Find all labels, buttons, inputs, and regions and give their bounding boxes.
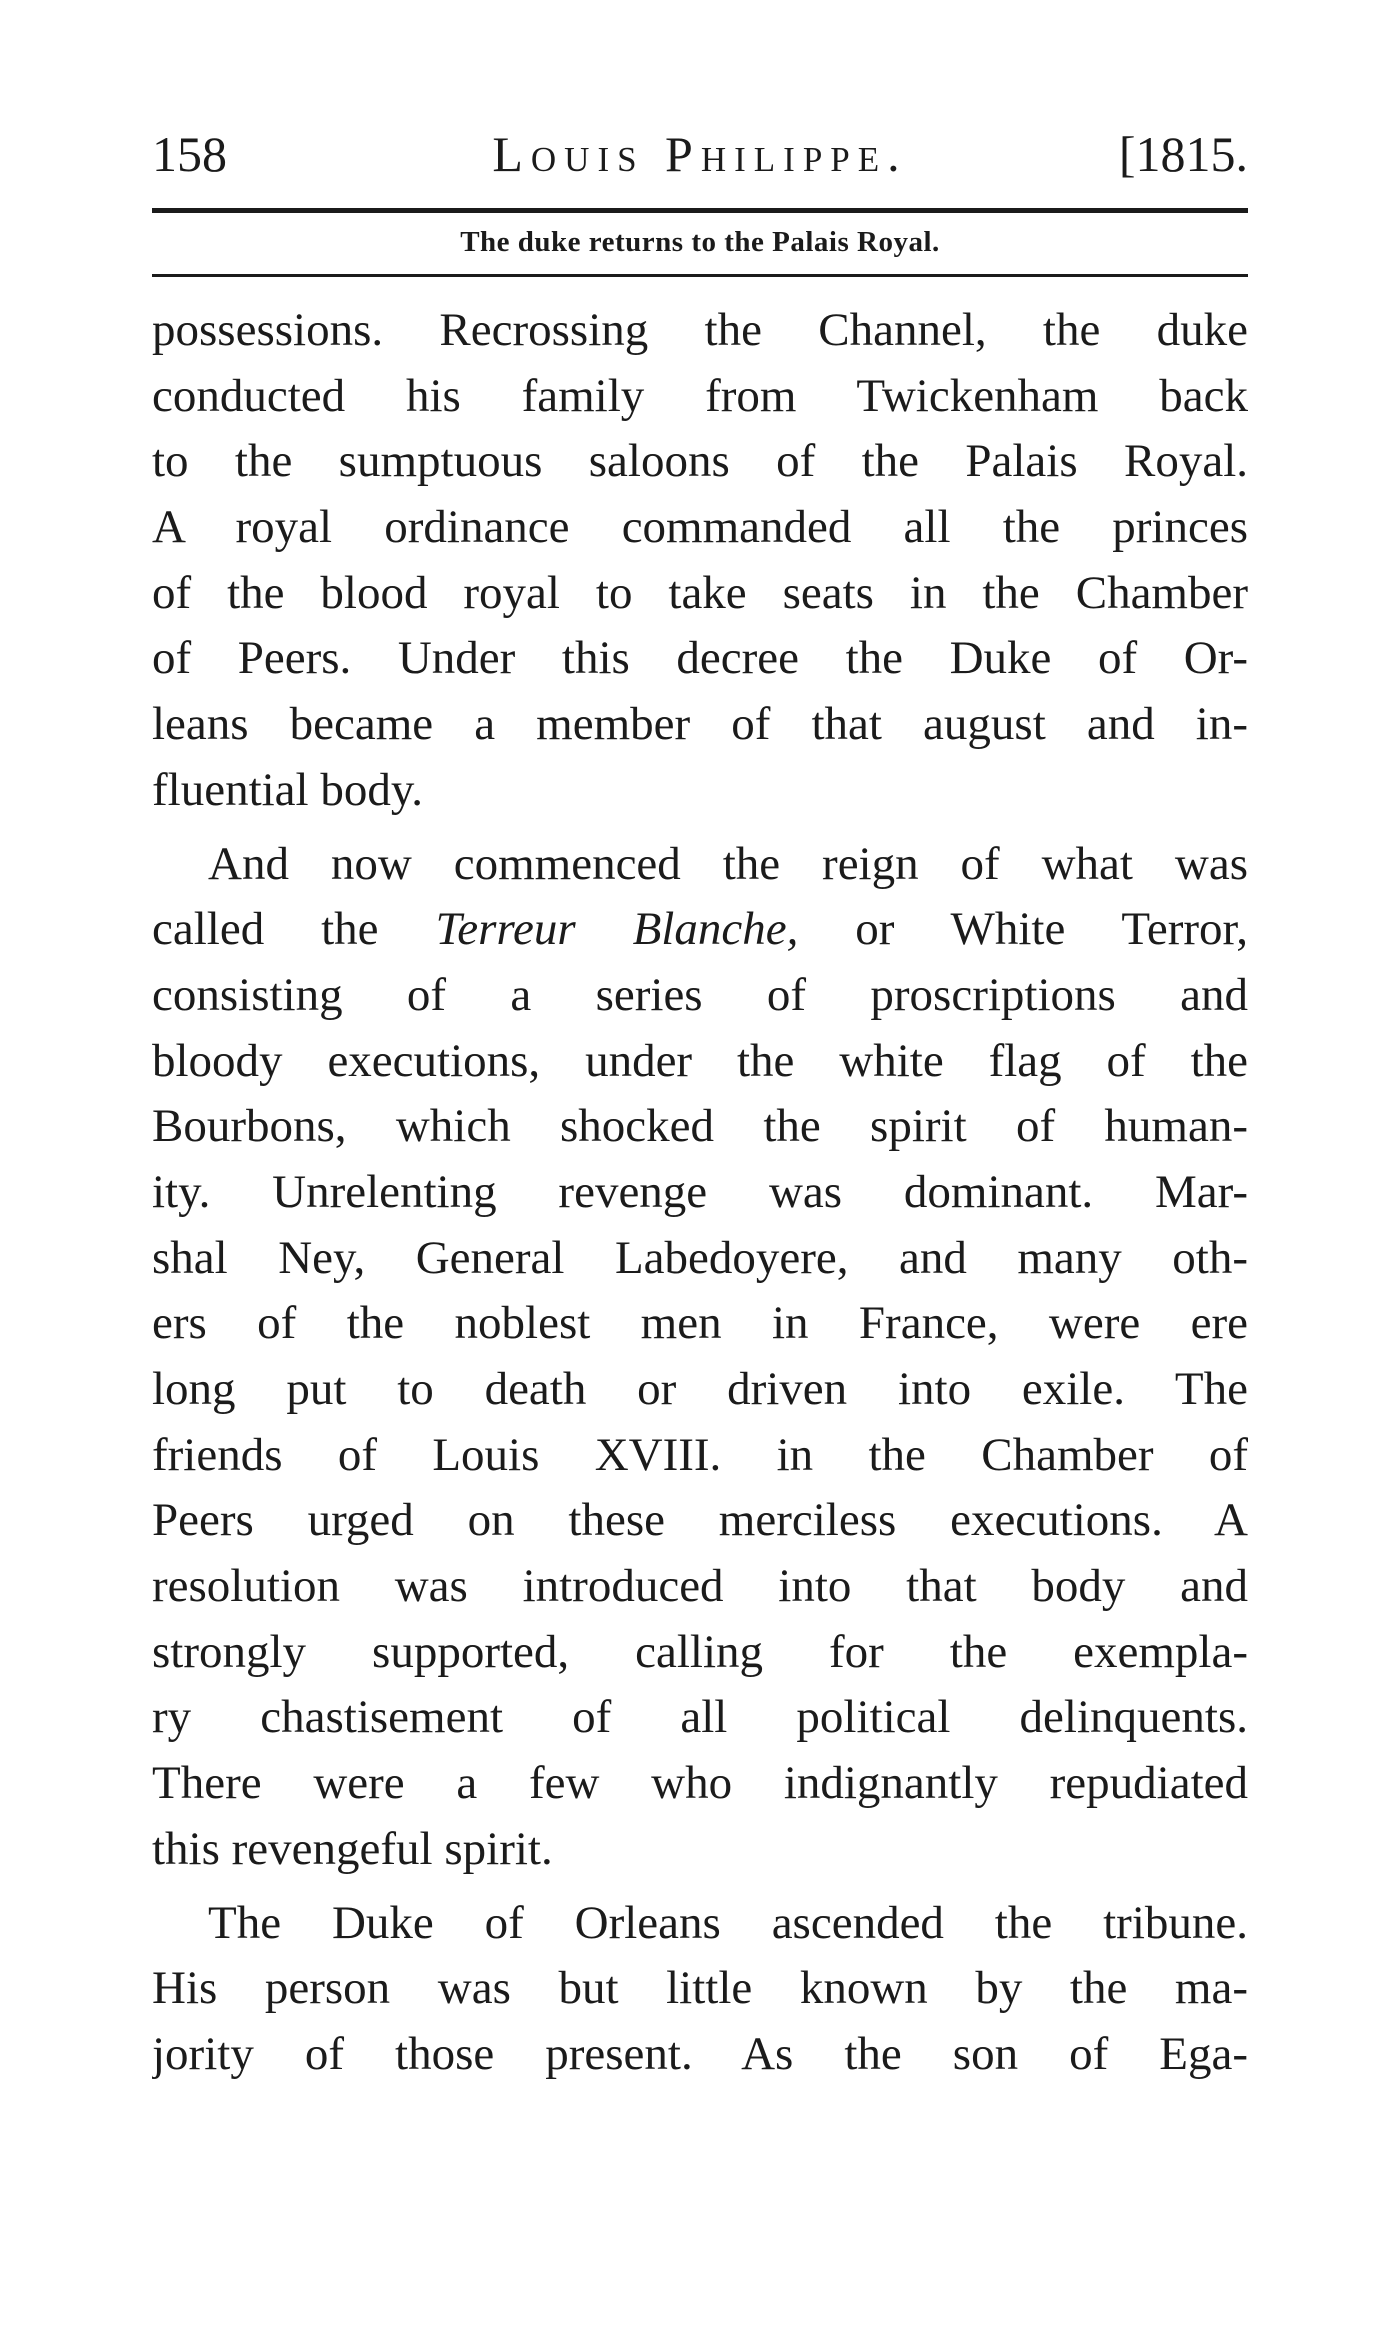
page-header bbox=[152, 120, 1248, 190]
text-line: friends of Louis XVIII. in the Chamber of bbox=[152, 1428, 1248, 1481]
text-line: consisting of a series of proscriptions and bbox=[152, 968, 1248, 1021]
text-line: resolution was introduced into that body and bbox=[152, 1560, 1248, 1613]
body-text bbox=[152, 298, 1248, 2088]
text-line: His person was but little known by the ma- bbox=[152, 1962, 1248, 2015]
text-line: Peers urged on these merciless executions. A bbox=[152, 1494, 1248, 1547]
text-line: this revengeful spirit. bbox=[152, 1822, 553, 1875]
running-title: Louis Philippe. bbox=[492, 126, 908, 182]
text-line: The Duke of Orleans ascended the tribune. bbox=[208, 1896, 1248, 1949]
text-line: of the blood royal to take seats in the Chamber bbox=[152, 566, 1248, 619]
text-line: to the sumptuous saloons of the Palais Royal. bbox=[152, 435, 1248, 488]
text-line: possessions. Recrossing the Channel, the duke bbox=[152, 304, 1248, 356]
header-rule-top bbox=[152, 208, 1248, 213]
text-line: jority of those present. As the son of Ega- bbox=[152, 2027, 1248, 2080]
text-line: long put to death or driven into exile. The bbox=[152, 1363, 1248, 1415]
header-year: [1815. bbox=[1118, 126, 1248, 182]
text-line: ity. Unrelenting revenge was dominant. Mar- bbox=[152, 1165, 1248, 1218]
text-line: leans became a member of that august and in- bbox=[152, 698, 1248, 751]
text-line-with-italic bbox=[152, 897, 1248, 963]
text-segment: called the bbox=[152, 903, 379, 956]
text-line: There were a few who indignantly repudiated bbox=[152, 1757, 1248, 1810]
text-line: of Peers. Under this decree the Duke of Or- bbox=[152, 632, 1248, 685]
text-line: fluential body. bbox=[152, 763, 424, 816]
text-segment: or White Terror, bbox=[855, 903, 1248, 956]
text-line: And now commenced the reign of what was bbox=[208, 837, 1248, 890]
text-line: strongly supported, calling for the exempla- bbox=[152, 1625, 1248, 1678]
text-line: shal Ney, General Labedoyere, and many oth- bbox=[152, 1231, 1248, 1284]
page-number: 158 bbox=[152, 126, 227, 182]
text-line: A royal ordinance commanded all the princes bbox=[152, 501, 1248, 554]
text-line: conducted his family from Twickenham back bbox=[152, 369, 1248, 422]
text-line: ry chastisement of all political delinquents. bbox=[152, 1691, 1248, 1744]
text-line: Bourbons, which shocked the spirit of human- bbox=[152, 1100, 1248, 1153]
header-rule-bottom bbox=[152, 274, 1248, 277]
text-line: bloody executions, under the white flag of the bbox=[152, 1034, 1248, 1087]
text-line: ers of the noblest men in France, were ere bbox=[152, 1297, 1248, 1350]
italic-phrase: Terreur Blanche, bbox=[435, 903, 799, 956]
section-subheading: The duke returns to the Palais Royal. bbox=[460, 226, 940, 258]
